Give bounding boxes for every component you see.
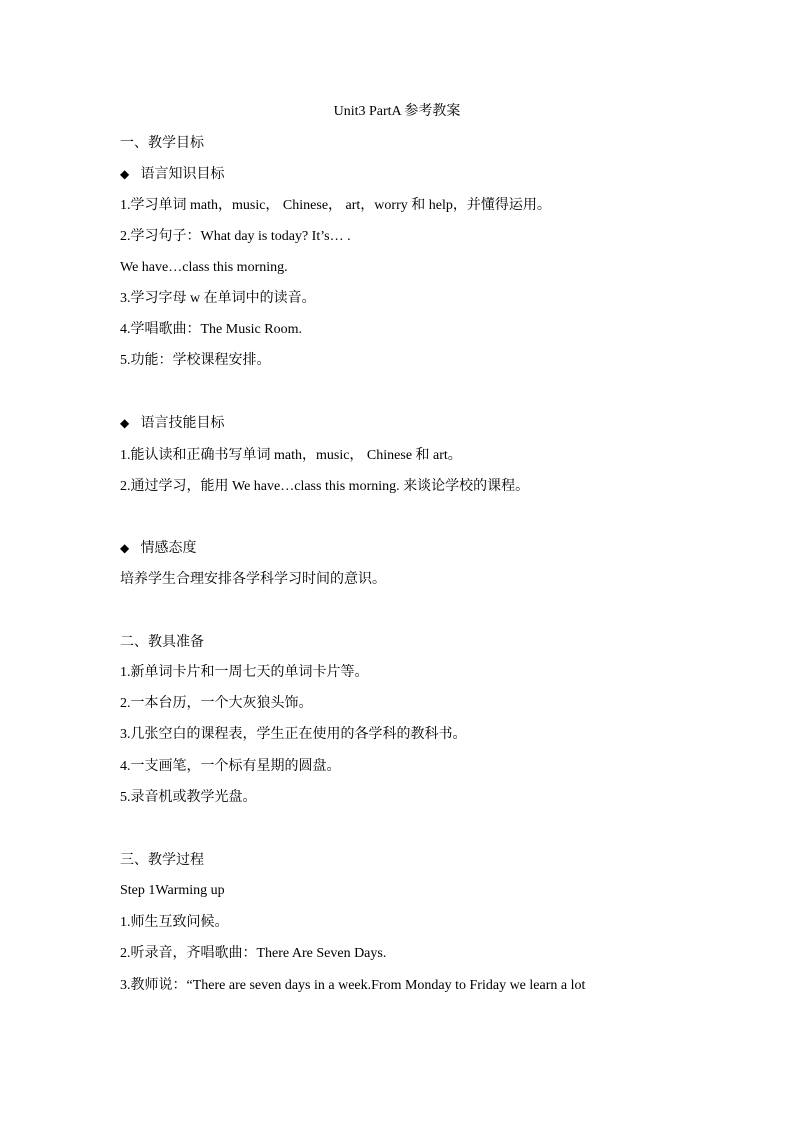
list-item: 4.一支画笔，一个标有星期的圆盘。	[120, 759, 341, 774]
step-heading: Step 1Warming up	[120, 883, 225, 898]
subsection-language-knowledge	[120, 164, 720, 184]
list-item: We have…class this morning.	[120, 260, 288, 275]
list-item: 1.学习单词 math，music， Chinese， art，worry 和 help，并懂得运用。	[120, 198, 551, 213]
list-item: 5.功能：学校课程安排。	[120, 353, 271, 368]
diamond-bullet-icon: ◆	[120, 541, 130, 555]
subsection-heading: 语言技能目标	[140, 415, 225, 431]
subsection-heading: 语言知识目标	[140, 166, 225, 182]
section-heading-teaching-process: 三、教学过程	[120, 852, 204, 868]
list-item: 3.几张空白的课程表，学生正在使用的各学科的教科书。	[120, 727, 467, 742]
list-item: 4.学唱歌曲：The Music Room.	[120, 322, 302, 337]
diamond-bullet-icon: ◆	[120, 167, 130, 181]
list-item: 3.学习字母 w 在单词中的读音。	[120, 291, 316, 306]
subsection-language-skills	[120, 413, 720, 433]
attitude-text: 培养学生合理安排各学科学习时间的意识。	[120, 571, 386, 587]
list-item: 1.新单词卡片和一周七天的单词卡片等。	[120, 665, 369, 680]
list-item: 2.学习句子：What day is today? It’s… .	[120, 229, 351, 244]
diamond-bullet-icon: ◆	[120, 416, 130, 430]
list-item: 2.听录音，齐唱歌曲：There Are Seven Days.	[120, 946, 387, 961]
list-item: 2.一本台历，一个大灰狼头饰。	[120, 696, 313, 711]
list-item: 1.能认读和正确书写单词 math，music， Chinese 和 art。	[120, 448, 462, 463]
document-title: Unit3 PartA 参考教案	[333, 104, 461, 119]
section-heading-teaching-aids: 二、教具准备	[120, 634, 204, 650]
list-item: 3.教师说：“There are seven days in a week.From Monday to Friday we learn a lot	[120, 978, 586, 993]
list-item: 2.通过学习，能用 We have…class this morning. 来谈论学校的课程。	[120, 479, 530, 494]
section-heading-teaching-objectives: 一、教学目标	[120, 135, 204, 151]
list-item: 1.师生互致问候。	[120, 915, 229, 930]
subsection-attitude	[120, 538, 720, 558]
list-item: 5.录音机或教学光盘。	[120, 790, 257, 805]
subsection-heading: 情感态度	[140, 540, 197, 556]
